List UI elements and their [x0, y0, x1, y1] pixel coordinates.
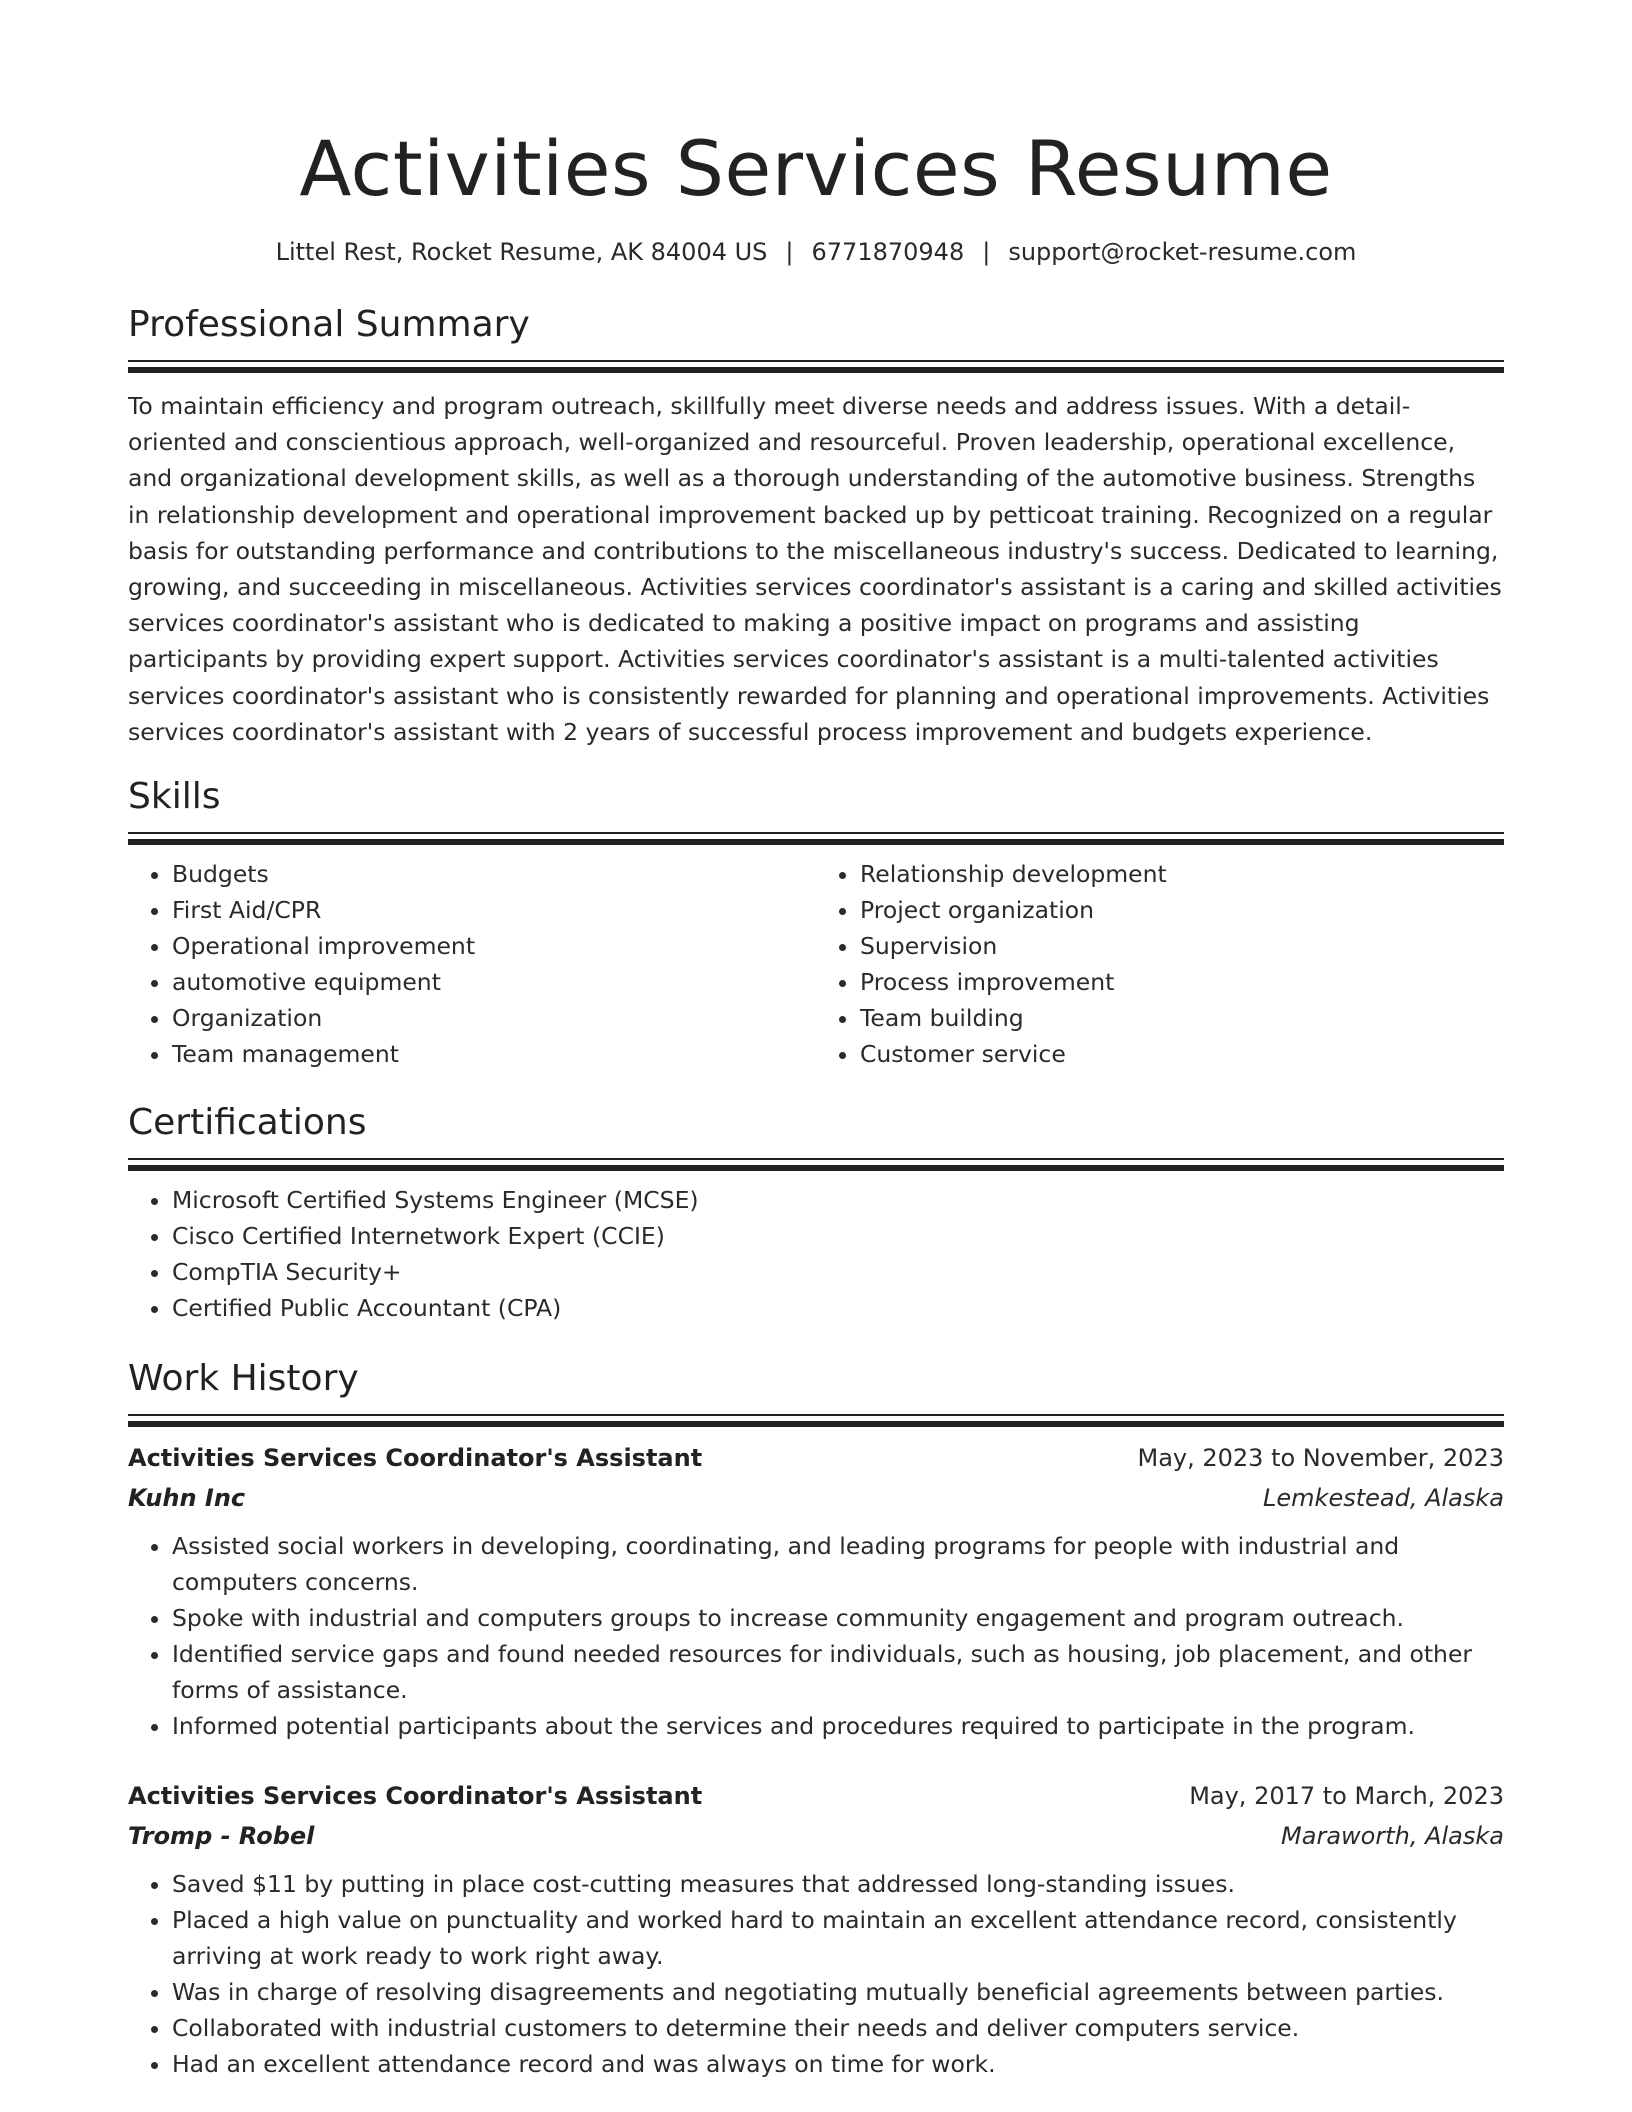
section-heading-certifications: Certifications: [128, 1102, 367, 1144]
section-heading-skills: Skills: [128, 776, 221, 818]
contact-address: Littel Rest, Rocket Resume, AK 84004 US: [275, 238, 768, 266]
skills-column-right: [816, 856, 1504, 1072]
section-heading-work-history: Work History: [128, 1358, 359, 1400]
contact-line: [128, 236, 1504, 268]
job-dates: May, 2017 to March, 2023: [1189, 1782, 1504, 1811]
job-duty-item: • Saved $11 by putting in place cost-cutting measures that addressed long-standing issues.: [172, 1866, 1504, 1902]
section-divider: [128, 360, 1504, 362]
skills-section: [128, 774, 1504, 1072]
section-divider: [128, 832, 1504, 834]
section-heading-summary: Professional Summary: [128, 304, 530, 345]
job-entry: [128, 1438, 1504, 1744]
job-company: Kuhn Inc: [128, 1484, 246, 1513]
job-title: Activities Services Coordinator's Assistant: [128, 1444, 703, 1473]
skills-list-right: [816, 856, 1504, 1072]
skill-item: • Budgets: [172, 856, 816, 892]
section-divider: [128, 1158, 1504, 1160]
certification-item: • Cisco Certified Internetwork Expert (CCIE): [172, 1218, 1504, 1254]
skills-list-left: [128, 856, 816, 1072]
job-header-row: [128, 1776, 1504, 1816]
skill-item: • Operational improvement: [172, 928, 816, 964]
job-company: Tromp - Robel: [128, 1822, 315, 1851]
certifications-list-wrap: [128, 1182, 1504, 1326]
contact-email: support@rocket-resume.com: [1008, 238, 1357, 266]
skills-column-left: [128, 856, 816, 1072]
job-duty-item: • Had an excellent attendance record and was always on time for work.: [172, 2046, 1504, 2082]
resume-title: Activities Services Resume: [299, 124, 1333, 213]
job-duty-item: • Identified service gaps and found needed resources for individuals, such as housing, job placement, and other forms of assistance.: [172, 1636, 1504, 1708]
contact-phone: 6771870948: [811, 238, 965, 266]
job-duty-item: • Was in charge of resolving disagreements and negotiating mutually beneficial agreements between parties.: [172, 1974, 1504, 2010]
skill-item: • Customer service: [860, 1036, 1504, 1072]
skill-item: • Organization: [172, 1000, 816, 1036]
skill-item: • First Aid/CPR: [172, 892, 816, 928]
job-duties-list: [128, 1866, 1504, 2082]
job-dates: May, 2023 to November, 2023: [1137, 1444, 1504, 1473]
job-duty-item: • Assisted social workers in developing, coordinating, and leading programs for people with industrial and computers concerns.: [172, 1528, 1504, 1600]
skill-item: • Team management: [172, 1036, 816, 1072]
job-company-row: [128, 1816, 1504, 1856]
skill-item: • Relationship development: [860, 856, 1504, 892]
skills-columns: [128, 856, 1504, 1072]
job-duties-list: [128, 1528, 1504, 1744]
job-duty-item: • Placed a high value on punctuality and worked hard to maintain an excellent attendance record, consistently arriving at work ready to work right away.: [172, 1902, 1504, 1974]
skill-item: • Process improvement: [860, 964, 1504, 1000]
skill-item: • Team building: [860, 1000, 1504, 1036]
skill-item: • Project organization: [860, 892, 1504, 928]
job-location: Lemkestead, Alaska: [1263, 1484, 1504, 1513]
skill-item: • Supervision: [860, 928, 1504, 964]
job-entry: [128, 1776, 1504, 2082]
contact-separator: |: [785, 238, 794, 266]
job-company-row: [128, 1478, 1504, 1518]
summary-text: To maintain efficiency and program outreach, skillfully meet diverse needs and address issues. With a detail-oriented and conscientious approach, well-organized and resourceful. Proven leadership, operational excellence, and organizational development skills, as well as a thorough understanding of the automotive business. Strengths in relationship development and operational improvement backed up by petticoat training. Recognized on a regular basis for outstanding performance and contributions to the miscellaneous industry's success. Dedicated to learning, growing, and succeeding in miscellaneous. Activities services coordinator's assistant is a caring and skilled activities services coordinator's assistant who is dedicated to making a positive impact on programs and assisting participants by providing expert support. Activities services coordinator's assistant is a multi-talented activities services coordinator's assistant who is consistently rewarded for planning and operational improvements. Activities services coordinator's assistant with 2 years of successful process improvement and budgets experience.: [128, 392, 1502, 746]
job-header-row: [128, 1438, 1504, 1478]
certification-item: • Certified Public Accountant (CPA): [172, 1290, 1504, 1326]
job-title: Activities Services Coordinator's Assistant: [128, 1782, 703, 1811]
contact-separator: |: [982, 238, 991, 266]
job-duty-item: • Spoke with industrial and computers groups to increase community engagement and program outreach.: [172, 1600, 1504, 1636]
certification-item: • CompTIA Security+: [172, 1254, 1504, 1290]
work-history-section: [128, 1356, 1504, 2082]
professional-summary-section: [128, 302, 1504, 750]
certifications-section: [128, 1100, 1504, 1326]
job-duty-item: • Collaborated with industrial customers to determine their needs and deliver computers service.: [172, 2010, 1504, 2046]
skill-item: • automotive equipment: [172, 964, 816, 1000]
job-duty-item: • Informed potential participants about the services and procedures required to participate in the program.: [172, 1708, 1504, 1744]
section-divider: [128, 1414, 1504, 1416]
certifications-list: [128, 1182, 1504, 1326]
certification-item: • Microsoft Certified Systems Engineer (MCSE): [172, 1182, 1504, 1218]
job-location: Maraworth, Alaska: [1281, 1822, 1504, 1851]
